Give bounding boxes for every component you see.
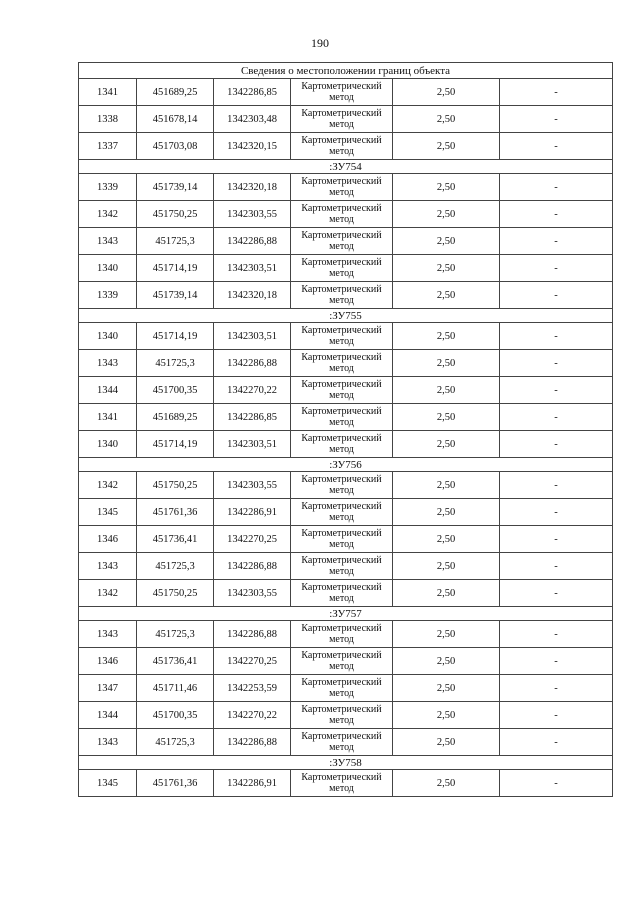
accuracy-cell: 2,50 [393,729,500,756]
method-cell [291,729,393,756]
table-row [79,621,613,648]
point-number-cell: 1346 [79,648,137,675]
note-cell: - [500,404,613,431]
method-line-1: Картометрический [301,325,382,336]
accuracy-cell: 2,50 [393,323,500,350]
y-coordinate-cell: 1342303,51 [214,323,291,350]
method-line-2: метод [329,119,354,130]
table-row [79,174,613,201]
section-title: :ЗУ757 [79,607,613,621]
table-row [79,404,613,431]
method-cell [291,526,393,553]
table-row [79,675,613,702]
method-cell [291,282,393,309]
accuracy-cell: 2,50 [393,499,500,526]
table-row [79,201,613,228]
method-line-1: Картометрический [301,108,382,119]
method-line-2: метод [329,783,354,794]
note-cell: - [500,323,613,350]
table-body [79,63,613,797]
note-cell: - [500,648,613,675]
accuracy-cell: 2,50 [393,702,500,729]
note-cell: - [500,282,613,309]
section-header-row [79,309,613,323]
method-line-1: Картометрический [301,677,382,688]
method-line-1: Картометрический [301,230,382,241]
accuracy-cell: 2,50 [393,526,500,553]
accuracy-cell: 2,50 [393,472,500,499]
table-row [79,377,613,404]
point-number-cell: 1340 [79,323,137,350]
accuracy-cell: 2,50 [393,133,500,160]
accuracy-cell: 2,50 [393,79,500,106]
point-number-cell: 1347 [79,675,137,702]
note-cell: - [500,255,613,282]
point-number-cell: 1341 [79,404,137,431]
table-row [79,770,613,797]
method-line-2: метод [329,241,354,252]
y-coordinate-cell: 1342286,88 [214,228,291,255]
point-number-cell: 1337 [79,133,137,160]
x-coordinate-cell: 451714,19 [137,323,214,350]
method-line-1: Картометрический [301,731,382,742]
x-coordinate-cell: 451700,35 [137,702,214,729]
x-coordinate-cell: 451714,19 [137,431,214,458]
coordinates-table [78,62,613,797]
section-title: :ЗУ758 [79,756,613,770]
y-coordinate-cell: 1342270,25 [214,526,291,553]
method-line-1: Картометрический [301,81,382,92]
point-number-cell: 1342 [79,201,137,228]
method-cell [291,431,393,458]
note-cell: - [500,201,613,228]
section-title: :ЗУ755 [79,309,613,323]
x-coordinate-cell: 451761,36 [137,770,214,797]
note-cell: - [500,499,613,526]
method-cell [291,675,393,702]
table-row [79,228,613,255]
point-number-cell: 1345 [79,499,137,526]
table-row [79,729,613,756]
method-line-2: метод [329,363,354,374]
y-coordinate-cell: 1342270,22 [214,702,291,729]
method-cell [291,350,393,377]
accuracy-cell: 2,50 [393,580,500,607]
point-number-cell: 1343 [79,228,137,255]
method-line-2: метод [329,336,354,347]
table-row [79,255,613,282]
method-line-2: метод [329,512,354,523]
method-line-2: метод [329,566,354,577]
y-coordinate-cell: 1342303,55 [214,201,291,228]
table-row [79,106,613,133]
method-line-1: Картометрический [301,704,382,715]
method-line-2: метод [329,146,354,157]
accuracy-cell: 2,50 [393,201,500,228]
table-caption-row [79,63,613,79]
section-title: :ЗУ756 [79,458,613,472]
y-coordinate-cell: 1342320,18 [214,282,291,309]
y-coordinate-cell: 1342320,15 [214,133,291,160]
method-cell [291,377,393,404]
note-cell: - [500,350,613,377]
point-number-cell: 1341 [79,79,137,106]
x-coordinate-cell: 451700,35 [137,377,214,404]
method-cell [291,553,393,580]
table-caption: Сведения о местоположении границ объекта [79,63,613,79]
y-coordinate-cell: 1342303,51 [214,255,291,282]
section-header-row [79,756,613,770]
table-row [79,472,613,499]
x-coordinate-cell: 451689,25 [137,404,214,431]
x-coordinate-cell: 451739,14 [137,174,214,201]
x-coordinate-cell: 451714,19 [137,255,214,282]
x-coordinate-cell: 451711,46 [137,675,214,702]
x-coordinate-cell: 451736,41 [137,648,214,675]
method-line-2: метод [329,417,354,428]
point-number-cell: 1346 [79,526,137,553]
method-line-2: метод [329,593,354,604]
page-number: 190 [311,36,329,50]
method-cell [291,228,393,255]
x-coordinate-cell: 451750,25 [137,580,214,607]
method-cell [291,621,393,648]
note-cell: - [500,675,613,702]
note-cell: - [500,729,613,756]
method-line-1: Картометрический [301,474,382,485]
note-cell: - [500,133,613,160]
table-row [79,648,613,675]
accuracy-cell: 2,50 [393,648,500,675]
x-coordinate-cell: 451703,08 [137,133,214,160]
point-number-cell: 1344 [79,377,137,404]
y-coordinate-cell: 1342286,85 [214,79,291,106]
method-line-2: метод [329,187,354,198]
method-line-1: Картометрический [301,623,382,634]
y-coordinate-cell: 1342286,88 [214,350,291,377]
method-line-2: метод [329,268,354,279]
point-number-cell: 1342 [79,472,137,499]
x-coordinate-cell: 451725,3 [137,350,214,377]
x-coordinate-cell: 451725,3 [137,553,214,580]
table-row [79,133,613,160]
y-coordinate-cell: 1342286,91 [214,499,291,526]
y-coordinate-cell: 1342286,88 [214,729,291,756]
point-number-cell: 1339 [79,282,137,309]
accuracy-cell: 2,50 [393,255,500,282]
method-cell [291,472,393,499]
point-number-cell: 1343 [79,621,137,648]
method-line-2: метод [329,688,354,699]
x-coordinate-cell: 451689,25 [137,79,214,106]
note-cell: - [500,79,613,106]
point-number-cell: 1343 [79,553,137,580]
method-line-1: Картометрический [301,379,382,390]
method-line-1: Картометрический [301,555,382,566]
x-coordinate-cell: 451750,25 [137,201,214,228]
method-line-2: метод [329,390,354,401]
method-cell [291,702,393,729]
table-row [79,282,613,309]
x-coordinate-cell: 451750,25 [137,472,214,499]
x-coordinate-cell: 451678,14 [137,106,214,133]
y-coordinate-cell: 1342320,18 [214,174,291,201]
method-line-1: Картометрический [301,433,382,444]
point-number-cell: 1340 [79,255,137,282]
method-cell [291,770,393,797]
method-line-1: Картометрический [301,203,382,214]
method-cell [291,133,393,160]
method-cell [291,79,393,106]
y-coordinate-cell: 1342303,55 [214,472,291,499]
table-row [79,553,613,580]
accuracy-cell: 2,50 [393,621,500,648]
point-number-cell: 1339 [79,174,137,201]
note-cell: - [500,526,613,553]
accuracy-cell: 2,50 [393,174,500,201]
method-line-2: метод [329,214,354,225]
x-coordinate-cell: 451725,3 [137,729,214,756]
y-coordinate-cell: 1342303,51 [214,431,291,458]
x-coordinate-cell: 451736,41 [137,526,214,553]
accuracy-cell: 2,50 [393,106,500,133]
note-cell: - [500,431,613,458]
note-cell: - [500,174,613,201]
x-coordinate-cell: 451725,3 [137,228,214,255]
note-cell: - [500,621,613,648]
method-line-2: метод [329,715,354,726]
method-line-2: метод [329,661,354,672]
method-line-2: метод [329,539,354,550]
table-row [79,499,613,526]
table-row [79,79,613,106]
note-cell: - [500,580,613,607]
note-cell: - [500,106,613,133]
method-line-2: метод [329,295,354,306]
method-line-1: Картометрический [301,352,382,363]
table-row [79,580,613,607]
method-line-1: Картометрический [301,772,382,783]
accuracy-cell: 2,50 [393,404,500,431]
y-coordinate-cell: 1342286,85 [214,404,291,431]
note-cell: - [500,770,613,797]
x-coordinate-cell: 451761,36 [137,499,214,526]
point-number-cell: 1340 [79,431,137,458]
section-title: :ЗУ754 [79,160,613,174]
y-coordinate-cell: 1342303,48 [214,106,291,133]
method-cell [291,323,393,350]
y-coordinate-cell: 1342286,88 [214,621,291,648]
section-header-row [79,160,613,174]
note-cell: - [500,702,613,729]
point-number-cell: 1342 [79,580,137,607]
method-line-2: метод [329,485,354,496]
method-line-1: Картометрический [301,501,382,512]
y-coordinate-cell: 1342270,25 [214,648,291,675]
method-line-1: Картометрический [301,176,382,187]
note-cell: - [500,553,613,580]
accuracy-cell: 2,50 [393,350,500,377]
method-line-1: Картометрический [301,650,382,661]
table-row [79,431,613,458]
y-coordinate-cell: 1342303,55 [214,580,291,607]
section-header-row [79,607,613,621]
y-coordinate-cell: 1342253,59 [214,675,291,702]
y-coordinate-cell: 1342286,91 [214,770,291,797]
method-line-1: Картометрический [301,284,382,295]
method-line-1: Картометрический [301,528,382,539]
point-number-cell: 1338 [79,106,137,133]
y-coordinate-cell: 1342286,88 [214,553,291,580]
table-row [79,323,613,350]
method-cell [291,648,393,675]
accuracy-cell: 2,50 [393,282,500,309]
method-line-1: Картометрический [301,406,382,417]
y-coordinate-cell: 1342270,22 [214,377,291,404]
accuracy-cell: 2,50 [393,675,500,702]
note-cell: - [500,472,613,499]
note-cell: - [500,377,613,404]
point-number-cell: 1344 [79,702,137,729]
method-cell [291,201,393,228]
method-cell [291,580,393,607]
method-cell [291,255,393,282]
point-number-cell: 1345 [79,770,137,797]
accuracy-cell: 2,50 [393,770,500,797]
method-cell [291,499,393,526]
method-line-2: метод [329,92,354,103]
table-row [79,526,613,553]
method-cell [291,404,393,431]
method-cell [291,106,393,133]
accuracy-cell: 2,50 [393,377,500,404]
note-cell: - [500,228,613,255]
table-row [79,702,613,729]
point-number-cell: 1343 [79,729,137,756]
method-line-1: Картометрический [301,257,382,268]
x-coordinate-cell: 451725,3 [137,621,214,648]
accuracy-cell: 2,50 [393,228,500,255]
accuracy-cell: 2,50 [393,553,500,580]
table-row [79,350,613,377]
method-line-1: Картометрический [301,135,382,146]
method-line-2: метод [329,742,354,753]
x-coordinate-cell: 451739,14 [137,282,214,309]
method-line-2: метод [329,444,354,455]
point-number-cell: 1343 [79,350,137,377]
section-header-row [79,458,613,472]
method-line-1: Картометрический [301,582,382,593]
method-cell [291,174,393,201]
accuracy-cell: 2,50 [393,431,500,458]
method-line-2: метод [329,634,354,645]
